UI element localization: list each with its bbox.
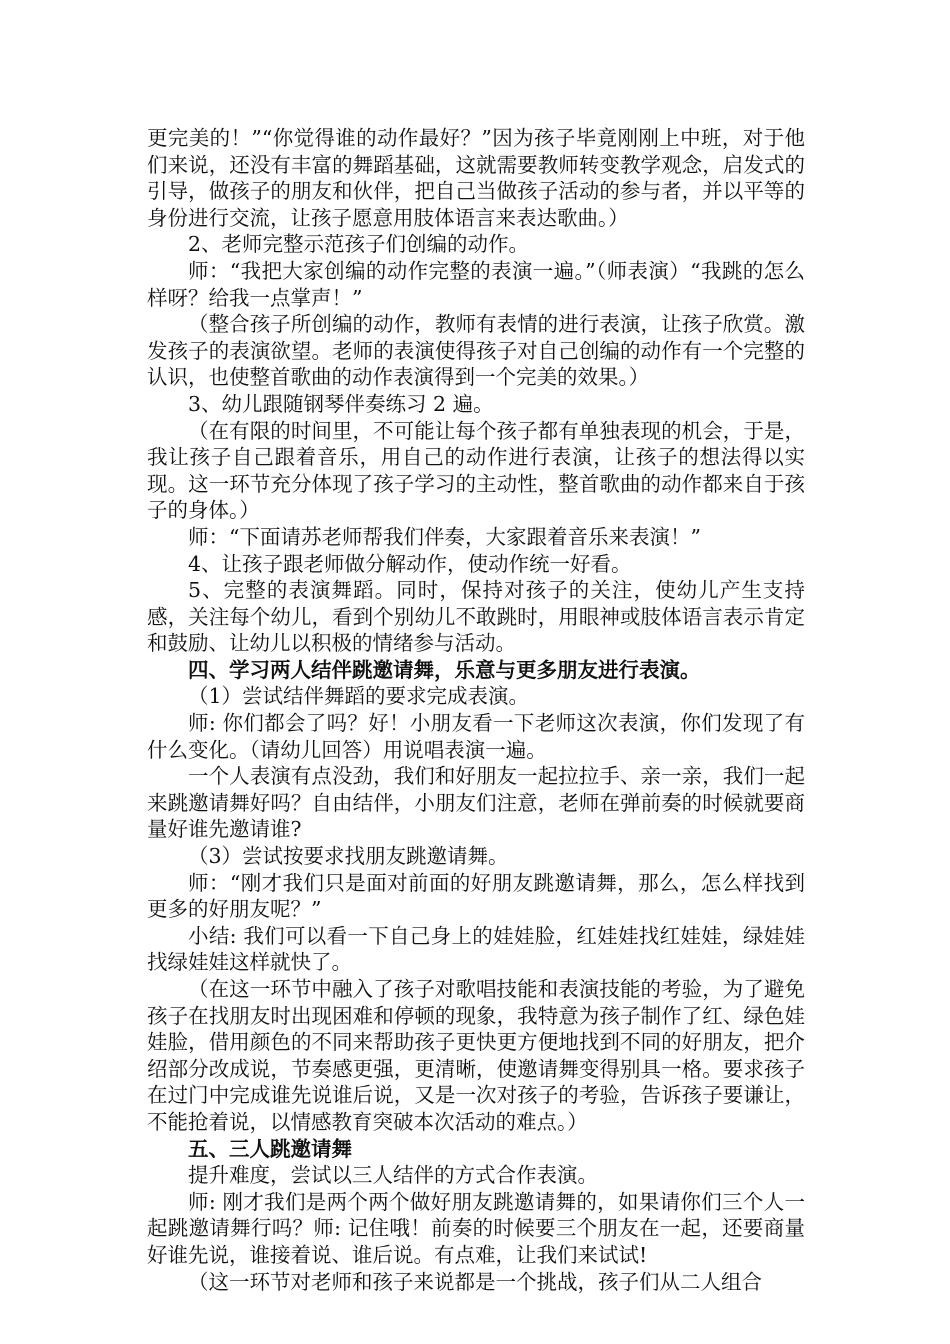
commentary-challenge: （这一环节对老师和孩子来说都是一个挑战，孩子们从二人组合 [188,1269,762,1294]
step-2-demonstration: 2、老师完整示范孩子们创编的动作。 [188,232,530,257]
commentary-limited-time: （在有限的时间里，不可能让每个孩子都有单独表现的机会，于是，我让孩子自己跟着音乐，用自己的动作进行表演，让孩子的想法得以实现。这一环节充分体现了孩子学习的主动性，整首歌曲的动作都来自于孩子的身体。） [147,418,805,523]
item-3-find-friends: （3）尝试按要求找朋友跳邀请舞。 [188,844,509,869]
teacher-dialogue-more-friends: 师：“刚才我们只是面对前面的好朋友跳邀请舞，那么，怎么样找到更多的好朋友呢？” [147,870,805,922]
paragraph-invitation: 一个人表演有点没劲，我们和好朋友一起拉拉手、亲一亲，我们一起来跳邀请舞好吗？自由结伴，小朋友们注意，老师在弹前奏的时候就要商量好谁先邀请谁? [147,764,805,842]
section-heading-five: 五、三人跳邀请舞 [188,1136,352,1161]
step-3-piano-practice: 3、幼儿跟随钢琴伴奏练习 2 遍。 [188,391,494,416]
paragraph-continuation: 更完美的！”“你觉得谁的动作最好？”因为孩子毕竟刚刚上中班，对于他们来说，还没有丰富的舞蹈基础，这就需要教师转变教学观念，启发式的引导，做孩子的朋友和伙伴，把自己当做孩子活动的参与者，并以平等的身份进行交流，让孩子愿意用肢体语言来表达歌曲。） [147,126,805,230]
section-heading-four: 四、学习两人结伴跳邀请舞，乐意与更多朋友进行表演。 [188,657,701,682]
teacher-dialogue-accompany: 师：“下面请苏老师帮我们伴奏，大家跟着音乐来表演！” [188,524,701,549]
document-page [147,125,805,1295]
summary-doll-faces: 小结: 我们可以看一下自己身上的娃娃脸，红娃娃找红娃娃，绿娃娃找绿娃娃这样就快了。 [147,923,805,975]
step-5-full-dance: 5、完整的表演舞蹈。同时，保持对孩子的关注，使幼儿产生支持感，关注每个幼儿，看到个别幼儿不敢跳时，用眼神或肢体语言表示肯定和鼓励、让幼儿以积极的情绪参与活动。 [147,578,805,656]
teacher-dialogue-three-people: 师: 刚才我们是两个两个做好朋友跳邀请舞的，如果请你们三个人一起跳邀请舞行吗？师: 记住哦！前奏的时候要三个朋友在一起，还要商量好谁先说，谁接着说、谁后说。有点难，让我们来试试! [147,1189,805,1267]
paragraph-increase-difficulty: 提升难度，尝试以三人结伴的方式合作表演。 [188,1163,598,1188]
teacher-dialogue-changes: 师: 你们都会了吗？好！小朋友看一下老师这次表演，你们发现了有什么变化。（请幼儿回答）用说唱表演一遍。 [147,711,805,762]
commentary-integration: （整合孩子所创编的动作，教师有表情的进行表演，让孩子欣赏。激发孩子的表演欲望。老师的表演使得孩子对自己创编的动作有一个完整的认识，也使整首歌曲的动作表演得到一个完美的效果。） [147,312,805,390]
commentary-skills-test: （在这一环节中融入了孩子对歌唱技能和表演技能的考验，为了避免孩子在找朋友时出现困难和停顿的现象，我特意为孩子制作了红、绿色娃娃脸，借用颜色的不同来帮助孩子更快更方便地找到不同的好朋友，把介绍部分改成说，节奏感更强，更清晰，使邀请舞变得别具一格。要求孩子在过门中完成谁先说谁后说，又是一次对孩子的考验，告诉孩子要谦让，不能抢着说，以情感教育突破本次活动的难点。） [147,977,805,1134]
teacher-dialogue-perform: 师：“我把大家创编的动作完整的表演一遍。”（师表演）“我跳的怎么样呀？给我一点掌声！” [147,258,805,310]
step-4-breakdown: 4、让孩子跟老师做分解动作，使动作统一好看。 [188,551,632,576]
item-1-partner-dance: （1）尝试结伴舞蹈的要求完成表演。 [188,684,530,709]
